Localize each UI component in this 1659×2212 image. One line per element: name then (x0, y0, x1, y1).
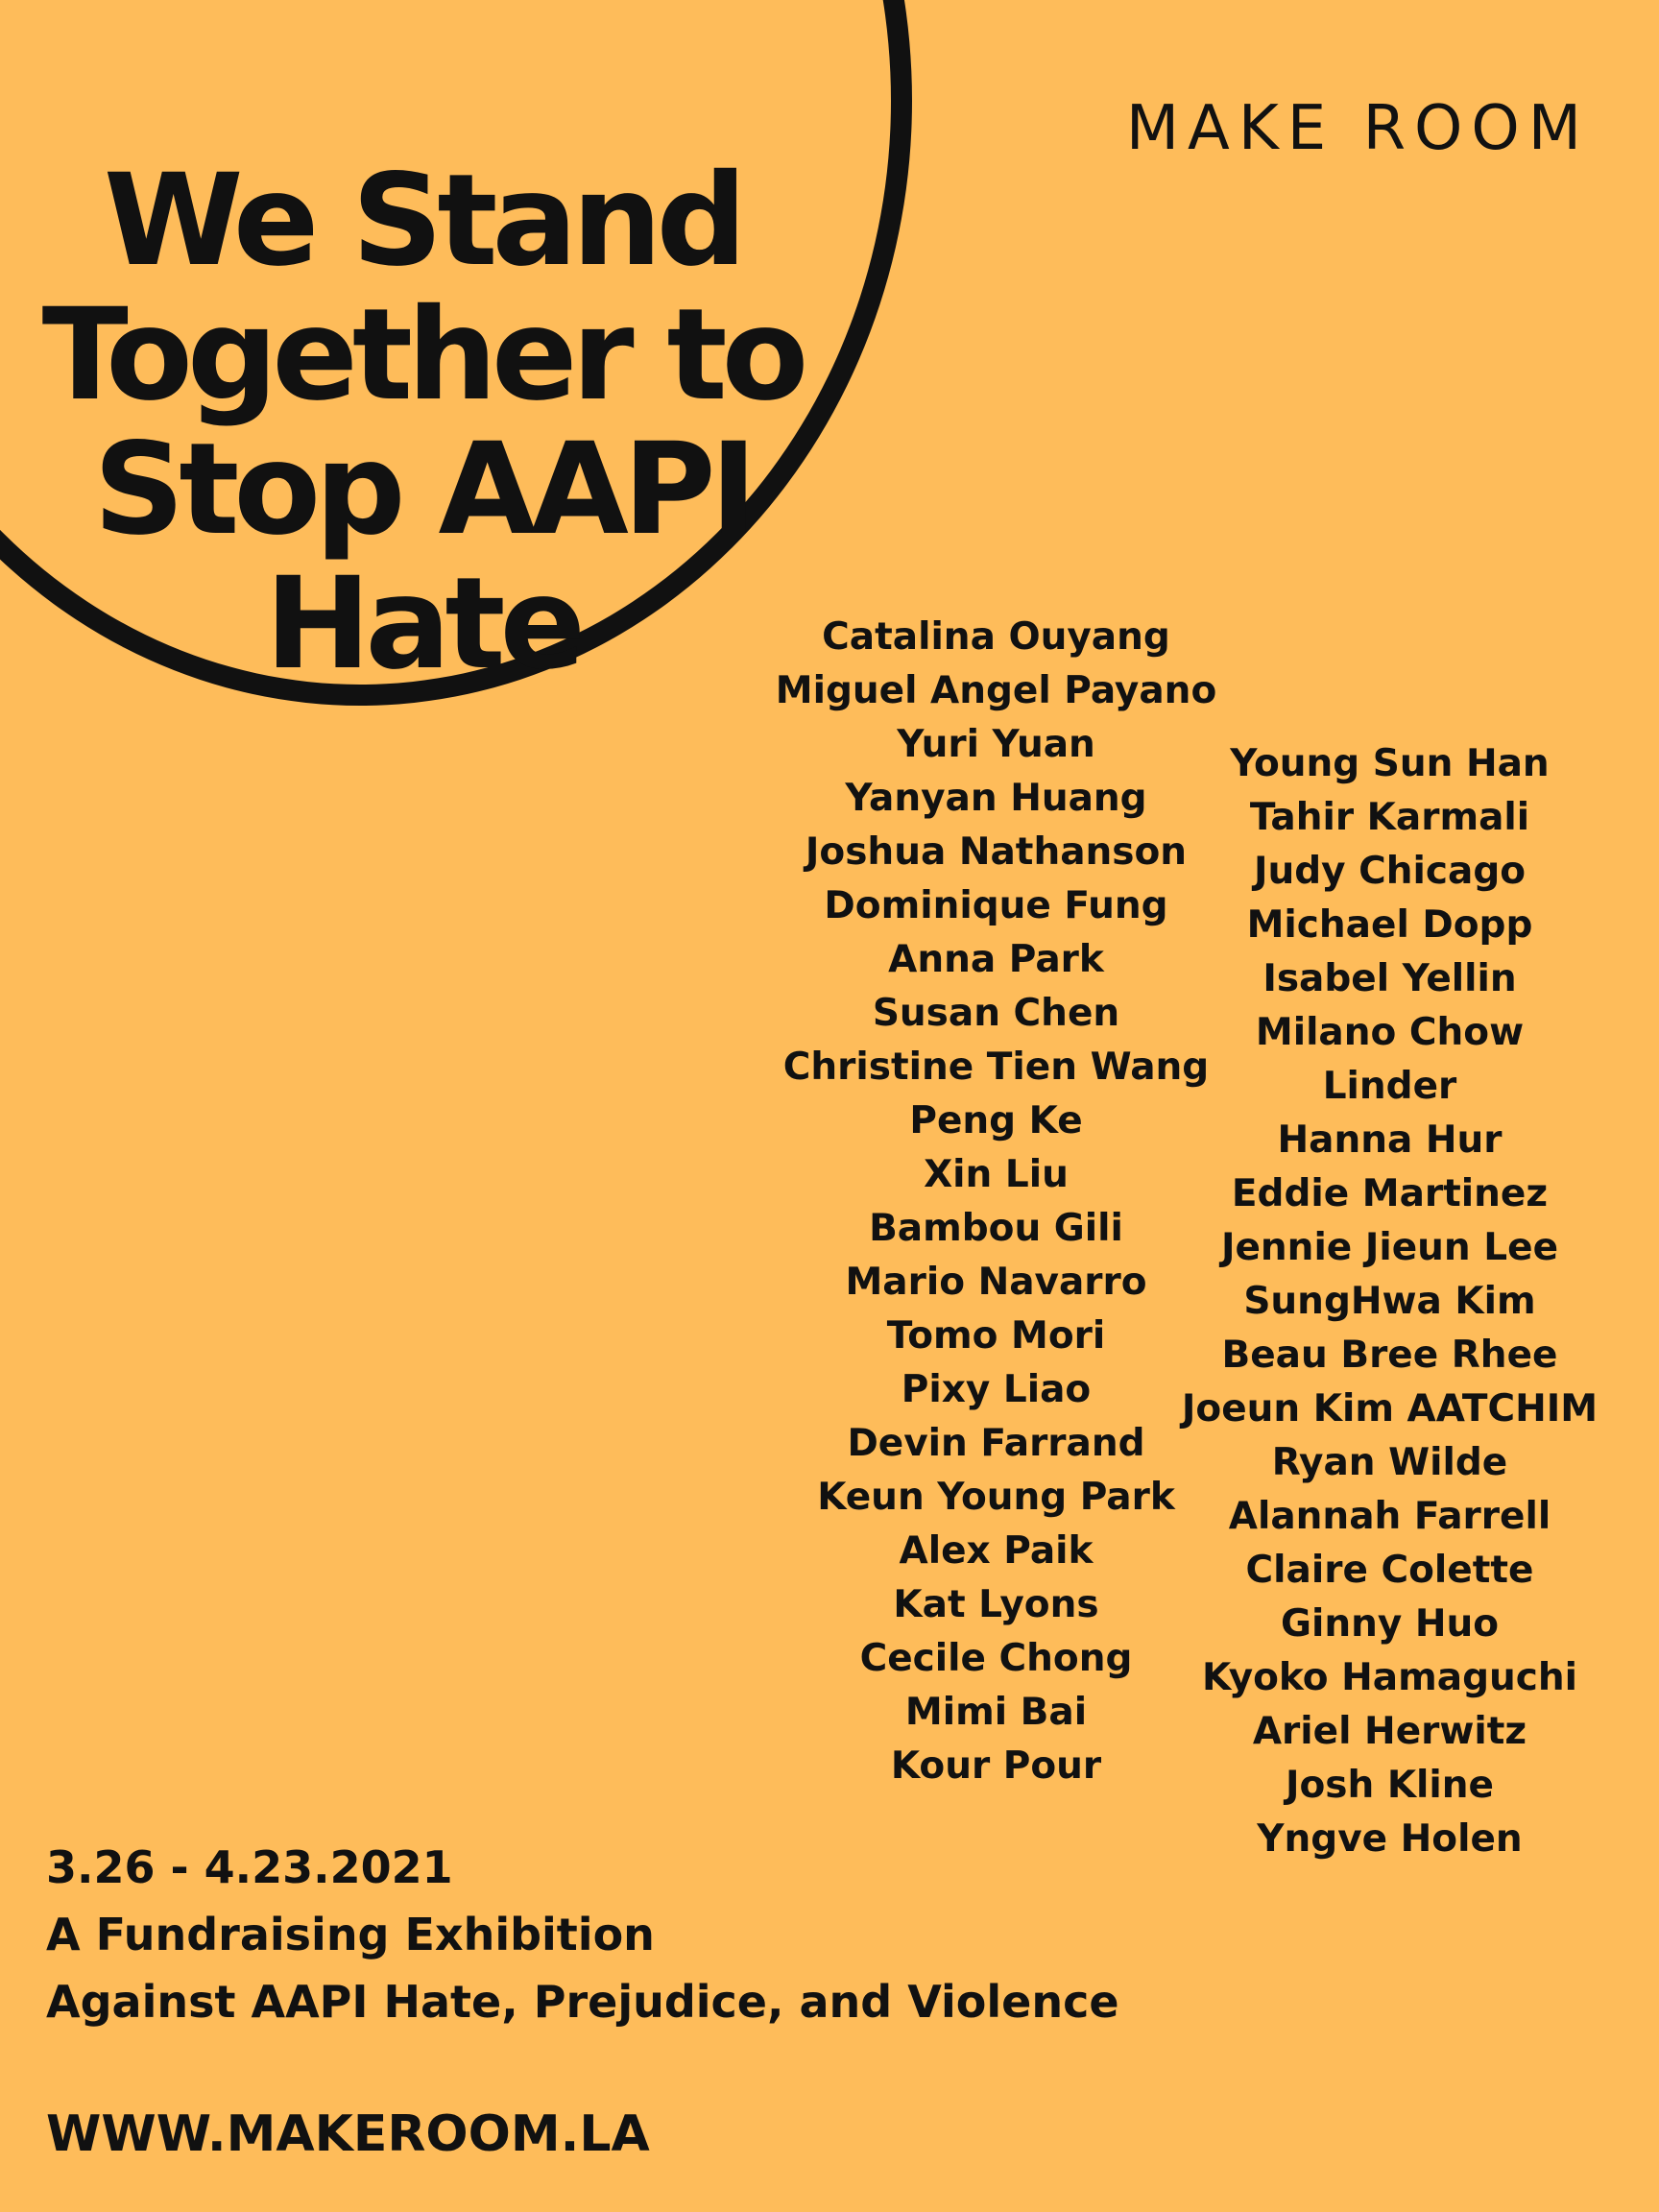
artist-name: Yanyan Huang (845, 777, 1147, 820)
artist-name: Joshua Nathanson (805, 830, 1188, 874)
artist-name: Hanna Hur (1277, 1118, 1503, 1162)
brand-logo: MAKE ROOM (1125, 93, 1590, 164)
artist-name: Eddie Martinez (1231, 1172, 1549, 1215)
headline-line: Together to (41, 281, 804, 429)
artist-list-left (768, 611, 1224, 1793)
artist-name: Jennie Jieun Lee (1220, 1226, 1559, 1269)
artist-name: SungHwa Kim (1243, 1280, 1536, 1323)
headline-line: Stop AAPI (93, 416, 752, 564)
artist-name: Linder (1322, 1065, 1457, 1108)
artist-name: Joeun Kim AATCHIM (1181, 1387, 1599, 1431)
artist-name: Kour Pour (890, 1744, 1102, 1788)
artist-name: Ryan Wilde (1271, 1441, 1508, 1484)
artist-name: Tahir Karmali (1249, 796, 1530, 839)
artist-name: Beau Bree Rhee (1221, 1334, 1558, 1377)
artist-name: Miguel Angel Payano (775, 669, 1217, 712)
artist-name: Judy Chicago (1253, 850, 1527, 893)
artist-name: Pixy Liao (901, 1368, 1092, 1411)
headline-line: Hate (264, 550, 581, 698)
artist-name: Catalina Ouyang (822, 615, 1170, 659)
headline-line: We Stand (103, 147, 742, 295)
artist-name: Alex Paik (899, 1529, 1094, 1573)
artist-name: Milano Chow (1255, 1011, 1525, 1054)
artist-name: Yngve Holen (1257, 1817, 1523, 1861)
artist-name: Tomo Mori (886, 1314, 1106, 1358)
artist-name: Ariel Herwitz (1252, 1710, 1527, 1753)
artist-name: Michael Dopp (1246, 903, 1533, 947)
website-link[interactable]: WWW.MAKEROOM.LA (46, 2105, 650, 2163)
artist-name: Xin Liu (924, 1153, 1069, 1196)
exhibition-title: A Fundraising Exhibition (46, 1909, 655, 1960)
artist-name: Bambou Gili (869, 1207, 1123, 1250)
artist-name: Mimi Bai (904, 1691, 1088, 1734)
artist-name: Alannah Farrell (1228, 1495, 1551, 1538)
artist-name: Kyoko Hamaguchi (1201, 1656, 1578, 1699)
exhibition-subtitle: Against AAPI Hate, Prejudice, and Violence (46, 1976, 1119, 2028)
artist-name: Devin Farrand (847, 1422, 1145, 1465)
headline (38, 147, 806, 698)
exhibition-dates: 3.26 - 4.23.2021 (46, 1841, 453, 1893)
artist-name: Ginny Huo (1280, 1602, 1500, 1646)
artist-name: Isabel Yellin (1262, 957, 1517, 1000)
artist-name: Josh Kline (1285, 1764, 1495, 1807)
artist-name: Peng Ke (909, 1099, 1083, 1142)
artist-name: Cecile Chong (859, 1637, 1133, 1680)
artist-name: Susan Chen (872, 992, 1120, 1035)
artist-name: Keun Young Park (817, 1476, 1175, 1519)
exhibition-info (46, 1834, 1119, 2035)
artist-name: Anna Park (888, 938, 1104, 981)
artist-name: Yuri Yuan (897, 723, 1095, 766)
artist-name: Kat Lyons (893, 1583, 1099, 1626)
artist-name: Dominique Fung (824, 884, 1168, 927)
artist-name: Mario Navarro (845, 1261, 1147, 1304)
artist-list-right (1176, 737, 1603, 1866)
artist-name: Claire Colette (1245, 1549, 1534, 1592)
artist-name: Young Sun Han (1230, 742, 1550, 785)
artist-name: Christine Tien Wang (782, 1046, 1210, 1089)
